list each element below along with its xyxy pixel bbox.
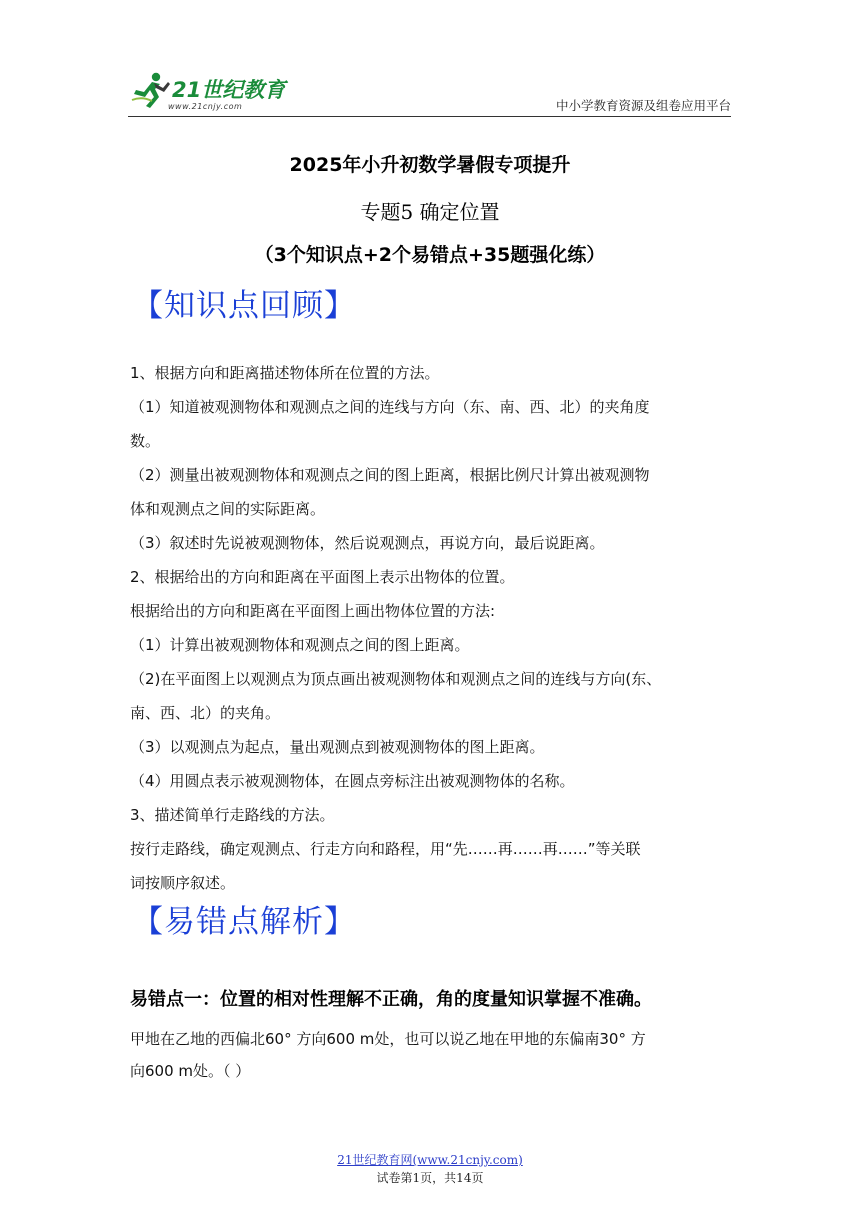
question-line: 向600 m处。（ ） xyxy=(130,1062,251,1080)
page-title: 2025年小升初数学暑假专项提升 xyxy=(289,154,571,176)
question-line: 甲地在乙地的西偏北60° 方向600 m处，也可以说乙地在甲地的东偏南30° 方 xyxy=(130,1030,646,1048)
text-line: 3、描述简单行走路线的方法。 xyxy=(130,806,335,824)
logo-brand: 21世纪教育 xyxy=(172,78,286,102)
scope-subtitle: （3个知识点+2个易错点+35题强化练） xyxy=(254,244,606,266)
text-line: （3）叙述时先说被观测物体，然后说观测点，再说方向，最后说距离。 xyxy=(130,534,605,552)
footer-page-number: 试卷第1页，共14页 xyxy=(376,1171,484,1185)
text-line: （1）知道被观测物体和观测点之间的连线与方向（东、南、西、北）的夹角度 xyxy=(130,398,650,416)
logo xyxy=(128,66,288,116)
text-line: 根据给出的方向和距离在平面图上画出物体位置的方法: xyxy=(130,602,496,620)
text-line: 1、根据方向和距离描述物体所在位置的方法。 xyxy=(130,364,440,382)
topic-subtitle: 专题5 确定位置 xyxy=(360,200,500,224)
text-line: （2)在平面图上以观测点为顶点画出被观测物体和观测点之间的连线与方向(东、 xyxy=(130,670,662,688)
error-point-heading: 易错点一：位置的相对性理解不正确，角的度量知识掌握不准确。 xyxy=(130,989,652,1010)
text-line: 数。 xyxy=(130,432,161,450)
header-divider xyxy=(128,116,731,117)
page-header xyxy=(128,66,731,118)
footer-site-link[interactable]: 21世纪教育网(www.21cnjy.com) xyxy=(337,1153,523,1167)
text-line: 按行走路线，确定观测点、行走方向和路程，用“先……再……再……”等关联 xyxy=(130,840,641,858)
text-line: （3）以观测点为起点，量出观测点到被观测物体的图上距离。 xyxy=(130,738,545,756)
text-line: 南、西、北）的夹角。 xyxy=(130,704,281,722)
section-heading-knowledge: 【知识点回顾】 xyxy=(132,288,356,324)
text-line: 体和观测点之间的实际距离。 xyxy=(130,500,326,518)
section-heading-errors: 【易错点解析】 xyxy=(132,904,356,940)
text-line: 2、根据给出的方向和距离在平面图上表示出物体的位置。 xyxy=(130,568,515,586)
text-line: （1）计算出被观测物体和观测点之间的图上距离。 xyxy=(130,636,470,654)
logo-url: www.21cnjy.com xyxy=(168,102,243,111)
text-line: （2）测量出被观测物体和观测点之间的图上距离，根据比例尺计算出被观测物 xyxy=(130,466,650,484)
text-line: （4）用圆点表示被观测物体，在圆点旁标注出被观测物体的名称。 xyxy=(130,772,575,790)
platform-label: 中小学教育资源及组卷应用平台 xyxy=(555,98,731,113)
text-line: 词按顺序叙述。 xyxy=(130,874,236,892)
